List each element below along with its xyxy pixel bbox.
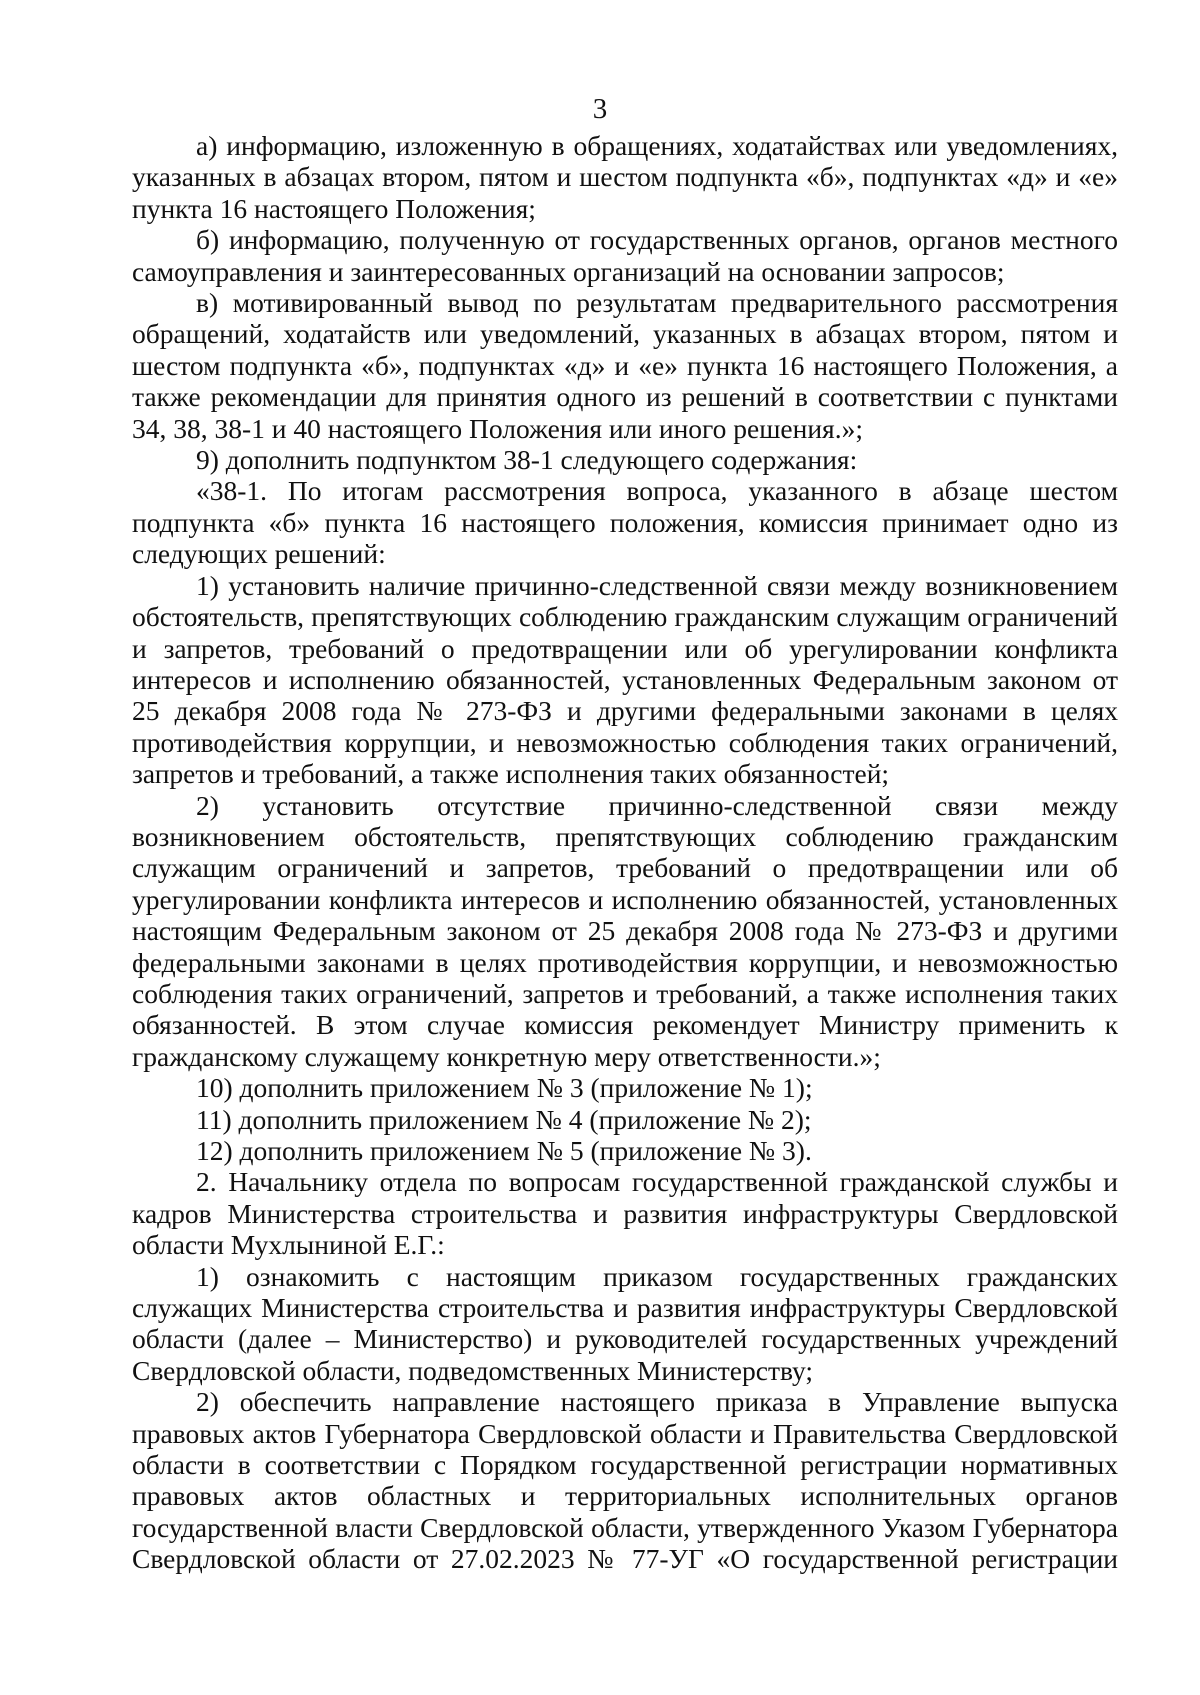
paragraph-clause-38-1: «38-1. По итогам рассмотрения вопроса, указанного в абзаце шестом подпункта «б» пункта 16 настоящего положения, комиссия принимает одно из следующих решений: bbox=[132, 475, 1118, 570]
paragraph-item-11: 11) дополнить приложением № 4 (приложение № 2); bbox=[196, 1103, 812, 1135]
paragraph-item-9: 9) дополнить подпунктом 38-1 следующего содержания: bbox=[196, 444, 858, 476]
paragraph-decision-2: 2) установить отсутствие причинно-следственной связи между возникновением обстоятельств, препятствующих соблюдению гражданским служащим ограничений и запретов, требований о предотвращении или об урегулировании конфликта интересов и исполнению обязанностей, установленных настоящим Федеральным законом от 25 декабря 2008 года № 273-ФЗ и другими федеральными законами в целях противодействия коррупции, и невозможностью соблюдения таких ограничений, запретов и требований, а также исполнения таких обязанностей. В этом случае комиссия рекомендует Министру применить к гражданскому служащему конкретную меру ответственности.»; bbox=[132, 789, 1118, 1072]
paragraph-item-v: в) мотивированный вывод по результатам предварительного рассмотрения обращений, ходатайств или уведомлений, указанных в абзацах втором, пятом и шестом подпункта «б», подпунктах «д» и «е» пункта 16 настоящего Положения, а также рекомендации для принятия одного из решений в соответствии с пунктами 34, 38, 38-1 и 40 настоящего Положения или иного решения.»; bbox=[132, 287, 1118, 444]
paragraph-item-10: 10) дополнить приложением № 3 (приложение № 1); bbox=[196, 1072, 813, 1104]
paragraph-item-a: а) информацию, изложенную в обращениях, ходатайствах или уведомлениях, указанных в абзацах втором, пятом и шестом подпункта «б», подпунктах «д» и «е» пункта 16 настоящего Положения; bbox=[132, 130, 1118, 224]
paragraph-section-2-item-1: 1) ознакомить с настоящим приказом государственных гражданских служащих Министерства строительства и развития инфраструктуры Свердловской области (далее – Министерство) и руководителей государственных учреждений Свердловской области, подведомственных Министерству; bbox=[132, 1260, 1118, 1386]
page-number: 3 bbox=[592, 93, 608, 125]
paragraph-section-2-item-2: 2) обеспечить направление настоящего приказа в Управление выпуска правовых актов Губернатора Свердловской области и Правительства Свердловской области в соответствии с Порядком государственной регистрации нормативных правовых актов областных и территориальных исполнительных органов государственной власти Свердловской области, утвержденного Указом Губернатора Свердловской области от 27.02.2023 № 77-УГ «О государственной регистрации bbox=[132, 1386, 1118, 1575]
paragraph-decision-1: 1) установить наличие причинно-следственной связи между возникновением обстоятельств, препятствующих соблюдению гражданским служащим ограничений и запретов, требований о предотвращении или об урегулировании конфликта интересов и исполнению обязанностей, установленных Федеральным законом от 25 декабря 2008 года № 273-ФЗ и другими федеральными законами в целях противодействия коррупции, и невозможностью соблюдения таких ограничений, запретов и требований, а также исполнения таких обязанностей; bbox=[132, 569, 1118, 790]
paragraph-item-12: 12) дополнить приложением № 5 (приложение № 3). bbox=[196, 1135, 812, 1166]
paragraph-item-b: б) информацию, полученную от государственных органов, органов местного самоуправления и заинтересованных организаций на основании запросов; bbox=[132, 224, 1118, 287]
document-body bbox=[132, 130, 1118, 1575]
paragraph-section-2: 2. Начальнику отдела по вопросам государственной гражданской службы и кадров Министерства строительства и развития инфраструктуры Свердловской области Мухлыниной Е.Г.: bbox=[132, 1166, 1118, 1261]
